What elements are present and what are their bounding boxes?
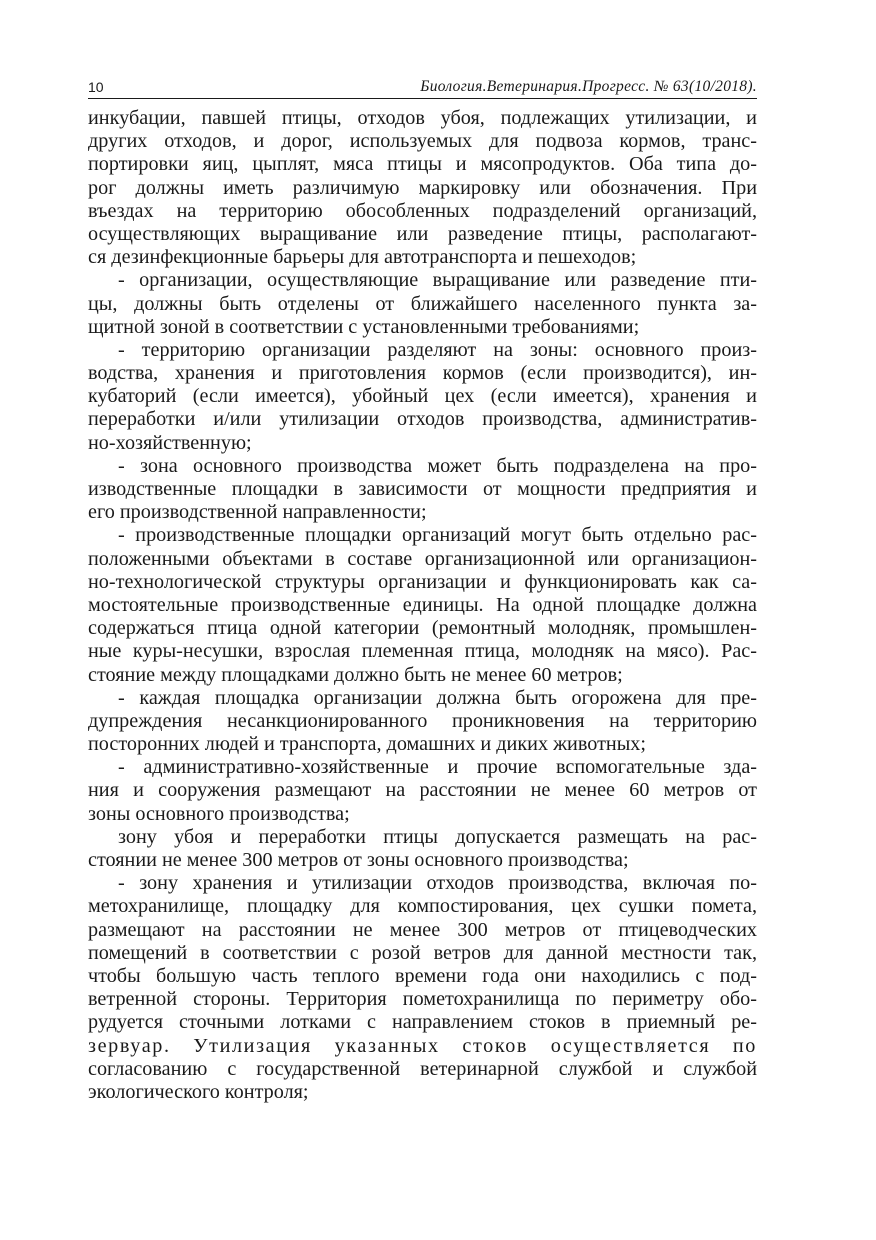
text-line: размещают на расстоянии не менее 300 метров от птицеводческих: [88, 918, 757, 941]
text-line: кубаторий (если имеется), убойный цех (если имеется), хранения и: [88, 385, 757, 408]
text-line: но-технологической структуры организации и функционировать как са-: [88, 570, 757, 593]
text-line: рудуется сточными лотками с направлением стоков в приемный ре-: [88, 1011, 757, 1034]
text-line: водства, хранения и приготовления кормов (если производится), ин-: [88, 362, 757, 385]
text-line: портировки яиц, цыплят, мяса птицы и мясопродуктов. Оба типа до-: [88, 153, 757, 176]
text-line: - организации, осуществляющие выращивание или разведение пти-: [118, 269, 757, 292]
text-line: зоны основного производства;: [88, 802, 350, 825]
text-line: стоянии не менее 300 метров от зоны основного производства;: [88, 849, 629, 871]
text-line: зервуар. Утилизация указанных стоков осуществляется по: [88, 1034, 757, 1057]
text-line: мостоятельные производственные единицы. На одной площадке должна: [88, 593, 757, 616]
text-line: зону убоя и переработки птицы допускается размещать на рас-: [118, 825, 757, 848]
text-line: щитной зоной в соответствии с установленными требованиями;: [88, 315, 640, 338]
body-text: [88, 107, 757, 1104]
text-line: экологического контроля;: [88, 1080, 309, 1103]
text-line: его производственной направленности;: [88, 501, 427, 524]
text-line: метохранилище, площадку для компостирования, цех сушки помета,: [88, 895, 757, 918]
text-line: - административно-хозяйственные и прочие вспомогательные зда-: [118, 756, 757, 779]
page-number: 10: [88, 79, 104, 95]
text-line: помещений в соответствии с розой ветров для данной местности так,: [88, 941, 757, 964]
text-line: других отходов, и дорог, используемых для подвоза кормов, транс-: [88, 130, 757, 153]
text-line: переработки и/или утилизации отходов производства, административ-: [88, 408, 757, 431]
text-line: рог должны иметь различимую маркировку или обозначения. При: [88, 176, 757, 199]
text-line: посторонних людей и транспорта, домашних и диких животных;: [88, 733, 646, 756]
text-line: но-хозяйственную;: [88, 431, 252, 454]
text-line: инкубации, павшей птицы, отходов убоя, подлежащих утилизации, и: [88, 107, 757, 129]
running-title: Биология.Ветеринария.Прогресс. № 63(10/2018).: [420, 78, 757, 95]
text-line: стояние между площадками должно быть не менее 60 метров;: [88, 663, 623, 686]
text-line: въездах на территорию обособленных подразделений организаций,: [88, 199, 757, 222]
text-line: чтобы большую часть теплого времени года они находились с под-: [88, 964, 757, 987]
text-line: цы, должны быть отделены от ближайшего населенного пункта за-: [88, 292, 757, 315]
text-line: изводственные площадки в зависимости от мощности предприятия и: [88, 478, 757, 500]
text-line: осуществляющих выращивание или разведение птицы, располагают-: [88, 222, 757, 245]
text-line: ния и сооружения размещают на расстоянии не менее 60 метров от: [88, 779, 757, 802]
text-line: - каждая площадка организации должна быть огорожена для пре-: [118, 686, 757, 709]
page-header: [88, 78, 757, 99]
text-line: содержаться птица одной категории (ремонтный молодняк, промышлен-: [88, 617, 757, 640]
text-line: дупреждения несанкционированного проникновения на территорию: [88, 709, 757, 732]
text-line: согласованию с государственной ветеринарной службой и службой: [88, 1057, 757, 1080]
text-line: ные куры-несушки, взрослая племенная птица, молодняк на мясо). Рас-: [88, 640, 757, 663]
text-line: ся дезинфекционные барьеры для автотранспорта и пешеходов;: [88, 246, 637, 269]
text-line: - зону хранения и утилизации отходов производства, включая по-: [118, 872, 757, 895]
text-line: ветренной стороны. Территория пометохранилища по периметру обо-: [88, 988, 757, 1011]
text-line: - производственные площадки организаций могут быть отдельно рас-: [118, 524, 757, 547]
text-line: - зона основного производства может быть подразделена на про-: [118, 454, 757, 477]
text-line: - территорию организации разделяют на зоны: основного произ-: [118, 338, 757, 361]
text-line: положенными объектами в составе организационной или организацион-: [88, 547, 757, 570]
